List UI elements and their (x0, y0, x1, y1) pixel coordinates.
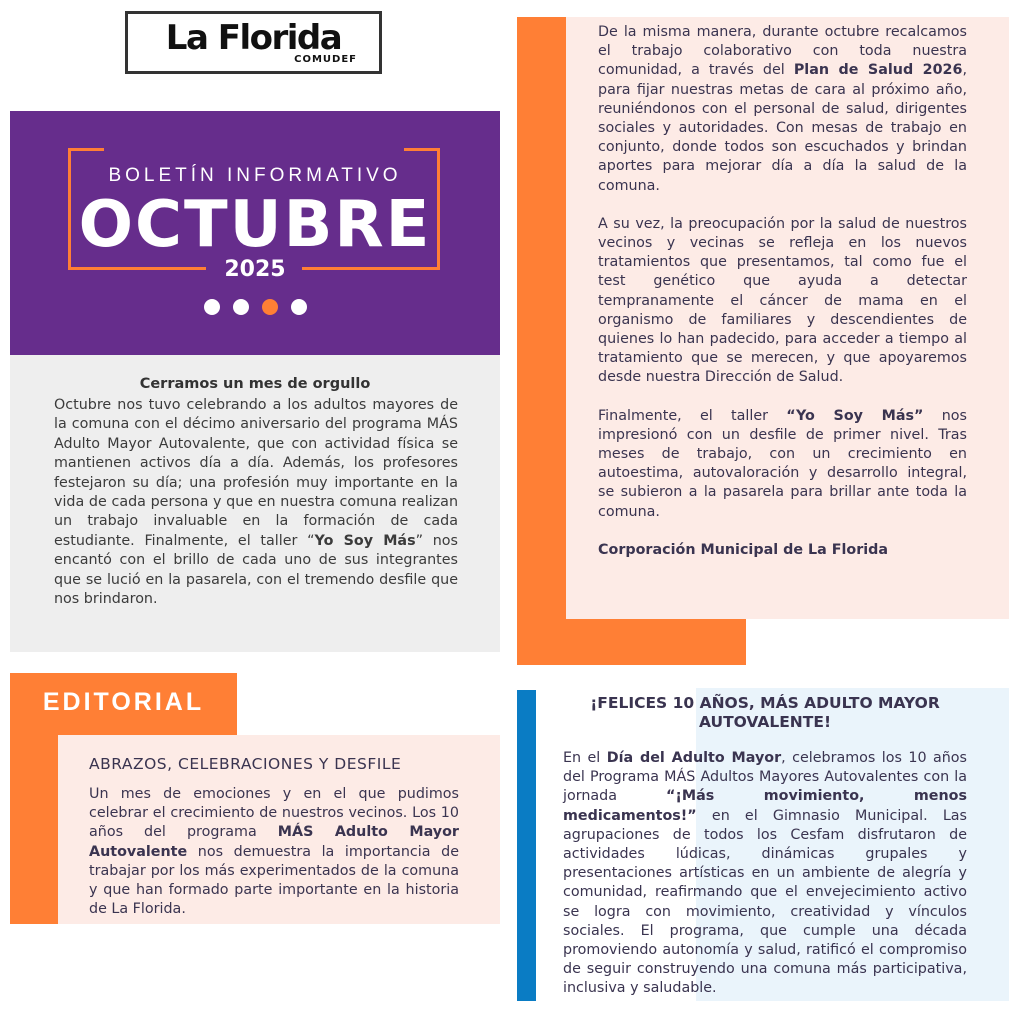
signature: Corporación Municipal de La Florida (598, 541, 889, 558)
hero-kicker: BOLETÍN INFORMATIVO (108, 165, 402, 186)
right-top-accent (517, 17, 566, 665)
paragraph-plan-salud: De la misma manera, durante octubre recalcamos el trabajo colaborativo con toda nuestra comunidad, a través del Plan de Salud 2026, para fijar nuestras metas de cara al próximo año, reuniéndonos con el personal de salud, dirigentes sociales y autoridades. Con mesas de trabajo en conjunto, donde todos son escuchados y brindan aportes para mejorar día a día la salud de la comuna. (598, 24, 967, 194)
right-top-accent-foot (517, 619, 746, 665)
logo (125, 11, 382, 74)
hero-title: OCTUBRE (78, 188, 432, 262)
editorial-text: Un mes de emociones y en el que pudimos celebrar el crecimiento de nuestros vecinos. Los 10 años del programa MÁS Adulto Mayor Autovalente nos demuestra la importancia de trabajar por los más experimentados de la comuna y que han formado parte importante en la historia de La Florida. (89, 786, 459, 918)
dot-4 (291, 299, 307, 315)
dot-1 (204, 299, 220, 315)
intro-heading: Cerramos un mes de orgullo (139, 376, 371, 392)
right-bottom-accent (517, 690, 536, 1001)
paragraph-yo-soy-mas: Finalmente, el taller “Yo Soy Más” nos impresionó con un desfile de primer nivel. Tras meses de trabajo, con un crecimiento en autoestima, autovaloración y desarrollo integral, se subieron a la pasarela para brillar ante toda la comuna. (598, 407, 967, 520)
logo-sub-text: COMUDEF (294, 53, 357, 65)
right-bottom-title: ¡FELICES 10 AÑOS, MÁS ADULTO MAYOR AUTOVALENTE! (590, 694, 940, 731)
dot-3-active (262, 299, 278, 315)
dot-2 (233, 299, 249, 315)
editorial-title: ABRAZOS, CELEBRACIONES Y DESFILE (89, 755, 402, 773)
hero-year: 2025 (224, 257, 286, 282)
hero-banner (10, 111, 500, 355)
right-top-text (598, 23, 967, 579)
editorial-label: EDITORIAL (42, 688, 205, 716)
logo-main-text: La Florida (165, 17, 342, 58)
paragraph-test-genetico: A su vez, la preocupación por la salud de nuestros vecinos y vecinas se refleja en los nuevos tratamientos que presentamos, tal como fue el test genético que ayuda a detectar tempranamente el cáncer de mama en el organismo de familiares y descendientes de quienes lo han padecido, para acceder a tiempo al tratamiento que se merecen, y que apoyaremos desde nuestra Dirección de Salud. (598, 215, 967, 386)
pagination-dots (10, 299, 500, 315)
intro-text: Octubre nos tuvo celebrando a los adultos mayores de la comuna con el décimo aniversario del programa MÁS Adulto Mayor Autovalente, que con actividad física se mantienen activos día a día. Además, los profesores festejaron su día; una profesión muy importante en la vida de cada persona y que en nuestra comuna realizan un trabajo invaluable en la formación de cada estudiante. Finalmente, el taller “Yo Soy Más” nos encantó con el brillo de cada uno de sus integrantes que se lució en la pasarela, con el tremendo desfile que nos brindaron. (54, 397, 459, 608)
right-bottom-text: En el Día del Adulto Mayor, celebramos los 10 años del Programa MÁS Adultos Mayores Autovalentes con la jornada “¡Más movimiento, menos medicamentos!” en el Gimnasio Municipal. Las agrupaciones de todos los Cesfam disfrutaron de actividades lúdicas, dinámicas grupales y presentaciones artísticas en un ambiente de alegría y comunidad, reafirmando que el envejecimiento activo se logra con movimiento, creatividad y vínculos sociales. El programa, que cumple una década promoviendo autonomía y salud, ratificó el compromiso de seguir construyendo una comuna más participativa, inclusiva y saludable. (563, 750, 967, 997)
